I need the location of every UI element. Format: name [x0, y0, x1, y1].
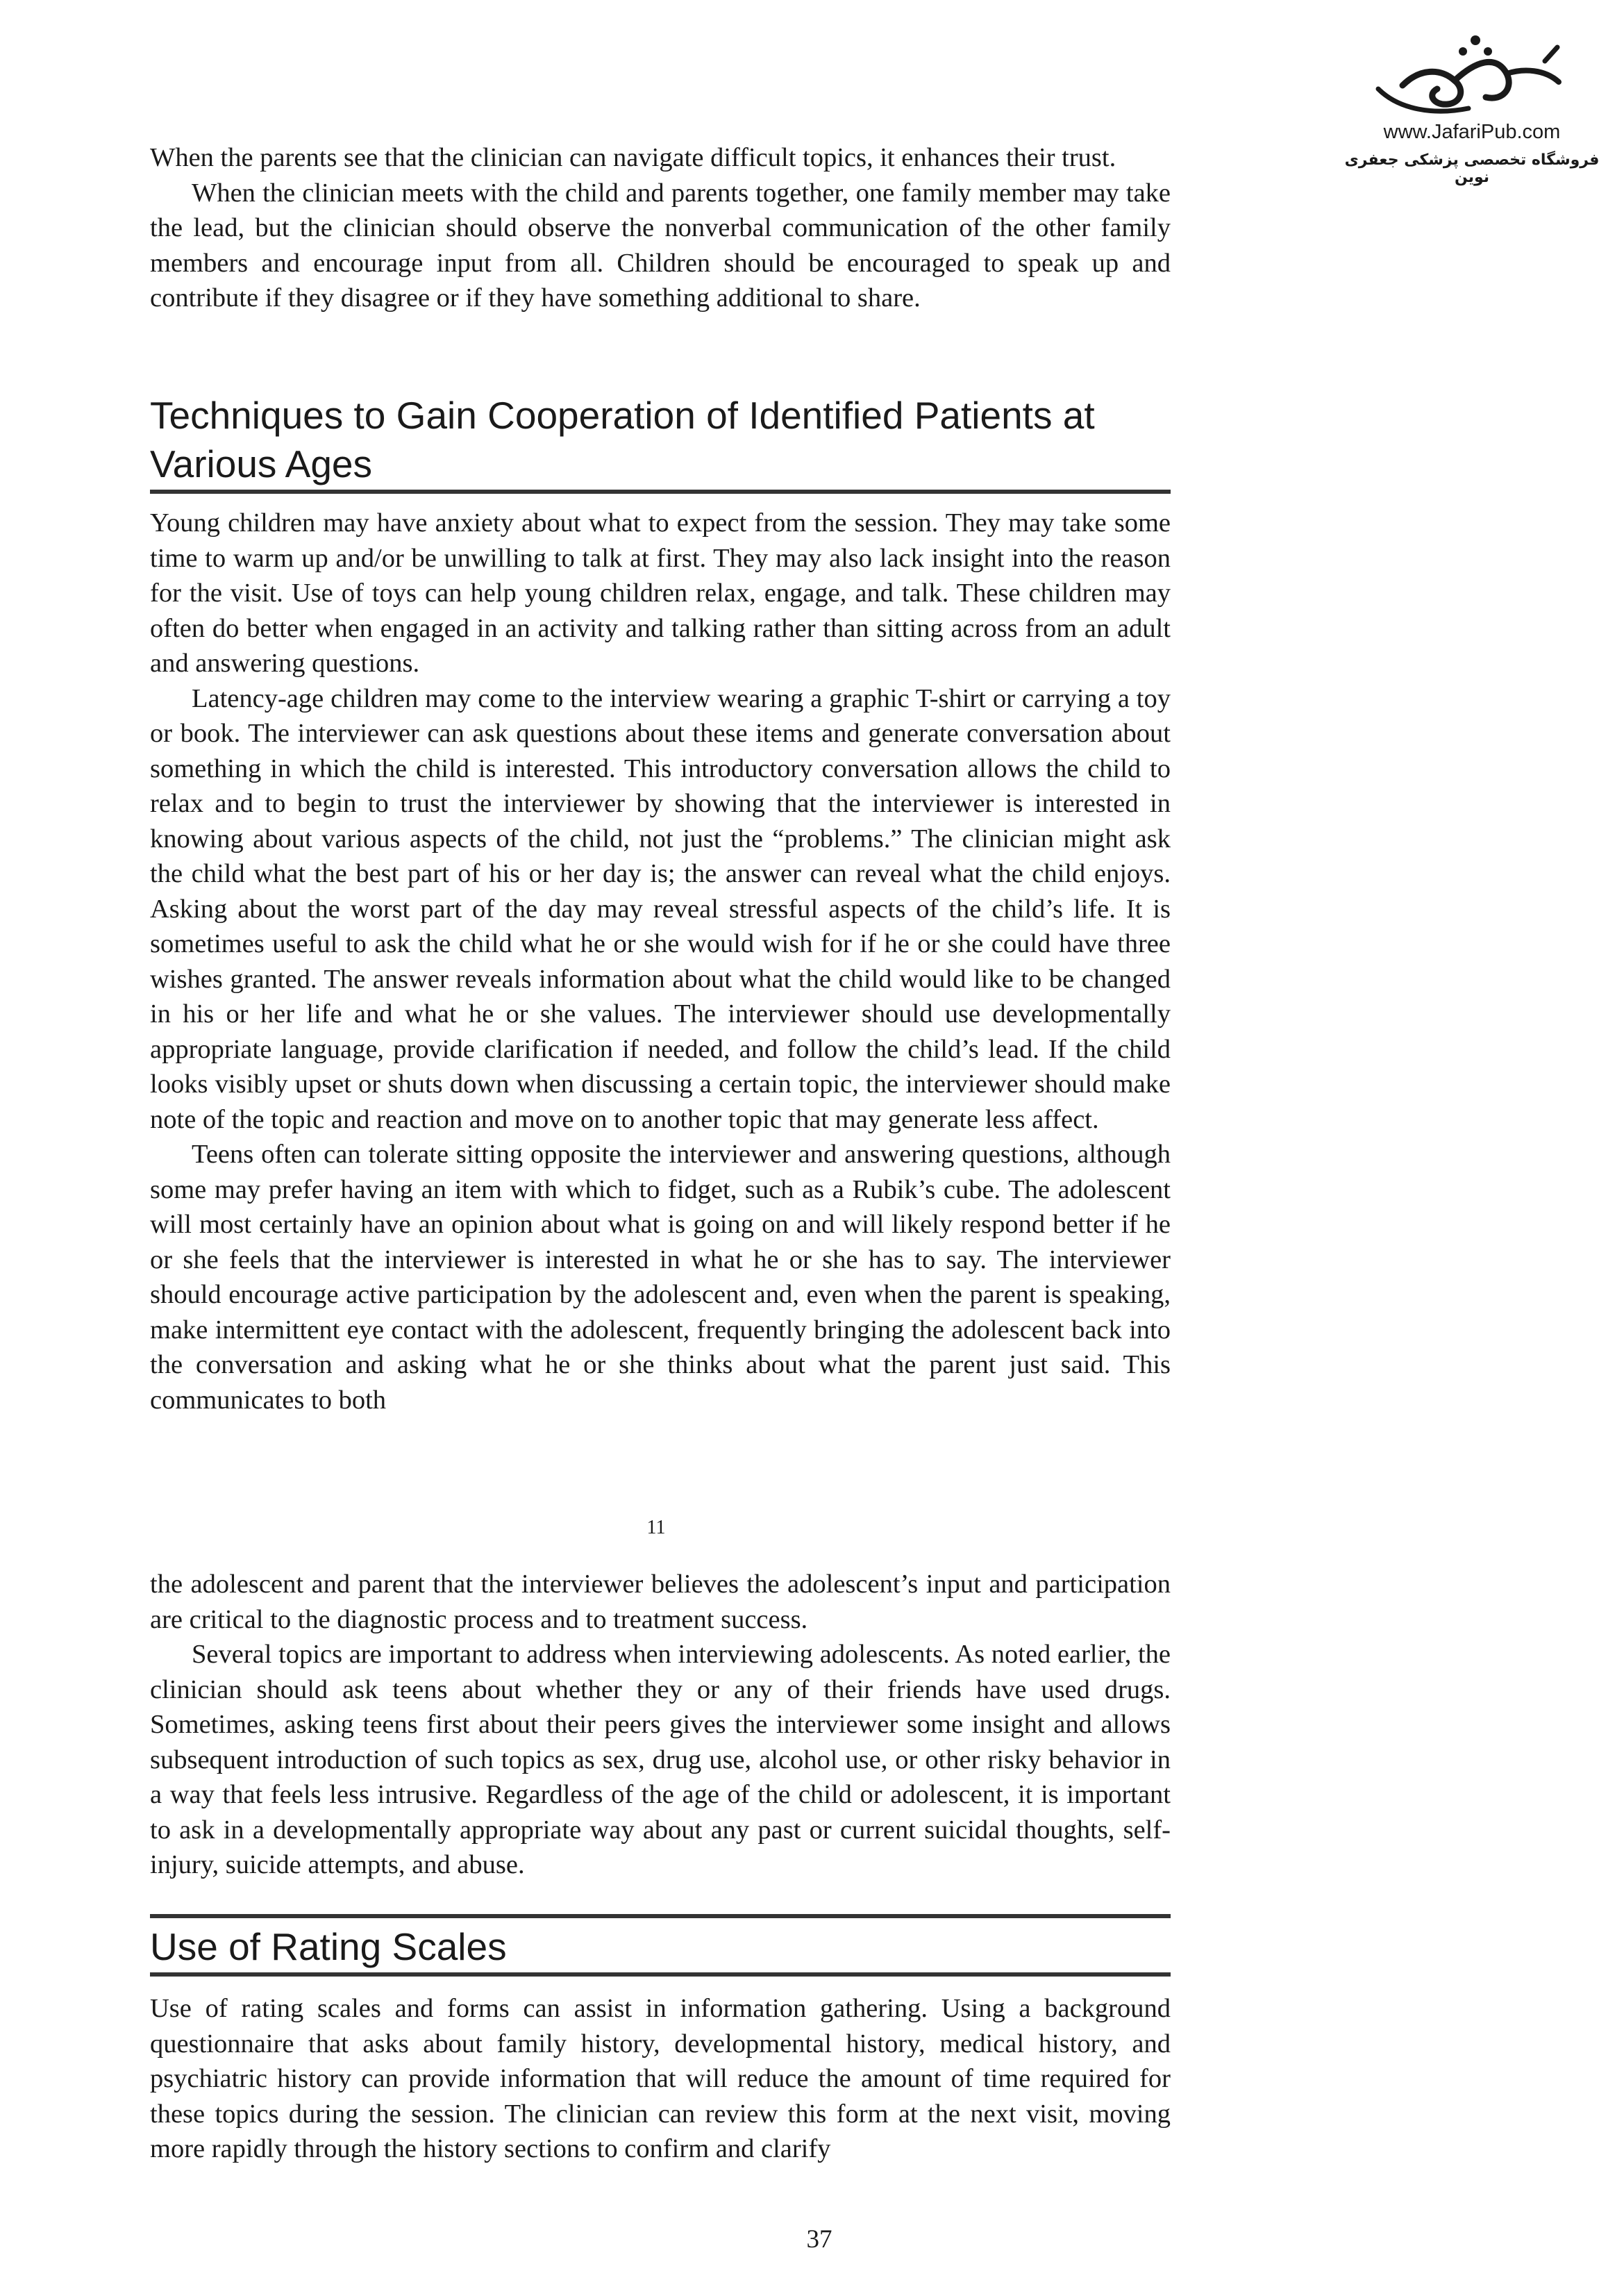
section-techniques-body — [150, 506, 1171, 1417]
publisher-logo — [1337, 19, 1607, 186]
paragraph-rating-scales: Use of rating scales and forms can assist in information gathering. Using a background questionnaire that asks about family history, developmental history, medical history, and psychiatric history can provide information that will reduce the amount of time required for these topics during the session. The clinician can review this form at the next visit, moving more rapidly through the history sections to confirm and clarify — [150, 1994, 1171, 2163]
section-heading-rating-scales: Use of Rating Scales — [150, 1918, 1171, 1977]
section-heading-techniques: Techniques to Gain Cooperation of Identified Patients at Various Ages — [150, 391, 1171, 494]
section-rating-scales — [150, 1914, 1171, 1977]
paragraph-latency-age: Latency-age children may come to the interview wearing a graphic T-shirt or carrying a toy or book. The interviewer can ask questions about these items and generate conversation about something in which the child is interested. This introductory conversation allows the child to relax and to begin to trust the interviewer by showing that the interviewer is interested in knowing about various aspects of the child, not just the “problems.” The clinician might ask the child what the best part of his or her day is; the answer can reveal what the child enjoys. Asking about the worst part of the day may reveal stressful aspects of the child’s life. It is sometimes useful to ask the child what he or she would wish for if he or she could have three wishes granted. The answer reveals information about what the child would like to be changed in his or her life and what he or she values. The interviewer should use developmentally appropriate language, provide clarification if needed, and follow the child’s lead. If the child looks visibly upset or shuts down when discussing a certain topic, the interviewer should make note of the topic and reaction and move on to another topic that may generate less affect. — [150, 683, 1171, 1134]
intro-block — [150, 140, 1171, 316]
section-techniques — [150, 391, 1171, 494]
page-number: 37 — [806, 2225, 832, 2254]
section-rating-scales-body — [150, 1991, 1171, 2167]
logo-tagline: فروشگاه تخصصی پزشکی جعفری نوین — [1344, 151, 1600, 186]
continuation-block — [150, 1567, 1171, 1883]
paragraph-teens: Teens often can tolerate sitting opposite the interviewer and answering questions, although some may prefer having an item with which to fidget, such as a Rubik’s cube. The adolescent will most certainly have an opinion about what is going on and will likely respond better if he or she feels that the interviewer is interested in what he or she has to say. The interviewer should encourage active participation by the adolescent and, even when the parent is speaking, make intermittent eye contact with the adolescent, frequently bringing the adolescent back into the conversation and asking what he or she thinks about what the parent just said. This communicates to both — [150, 1140, 1171, 1415]
paragraph-young-children: Young children may have anxiety about what to expect from the session. They may take some time to warm up and/or be unwilling to talk at first. They may also lack insight into the reason for the visit. Use of toys can help young children relax, engage, and talk. These children may often do better when engaged in an activity and talking rather than sitting across from an adult and answering questions. — [150, 508, 1171, 678]
paragraph-adolescent-topics: Several topics are important to address when interviewing adolescents. As noted earlier, the clinician should ask teens about whether they or any of their friends have used drugs. Sometimes, asking teens first about their peers gives the interviewer some insight and allows subsequent introduction of such topics as sex, drug use, alcohol use, or other risky behavior in a way that feels less intrusive. Regardless of the age of the child or adolescent, it is important to ask in a developmentally appropriate way about any past or current suicidal thoughts, self-injury, suicide attempts, and abuse. — [150, 1640, 1171, 1879]
paragraph-continuation: the adolescent and parent that the interviewer believes the adolescent’s input and participation are critical to the diagnostic process and to treatment success. — [150, 1570, 1171, 1634]
logo-mark-icon — [1337, 19, 1607, 124]
inner-page-number: 11 — [646, 1517, 666, 1538]
intro-paragraph-1: When the parents see that the clinician can navigate difficult topics, it enhances their trust. — [150, 143, 1116, 172]
logo-url: www.JafariPub.com — [1383, 121, 1561, 143]
intro-paragraph-2: When the clinician meets with the child and parents together, one family member may take the lead, but the clinician should observe the nonverbal communication of the other family members and encourage input from all. Children should be encouraged to speak up and contribute if they disagree or if they have something additional to share. — [150, 178, 1171, 313]
